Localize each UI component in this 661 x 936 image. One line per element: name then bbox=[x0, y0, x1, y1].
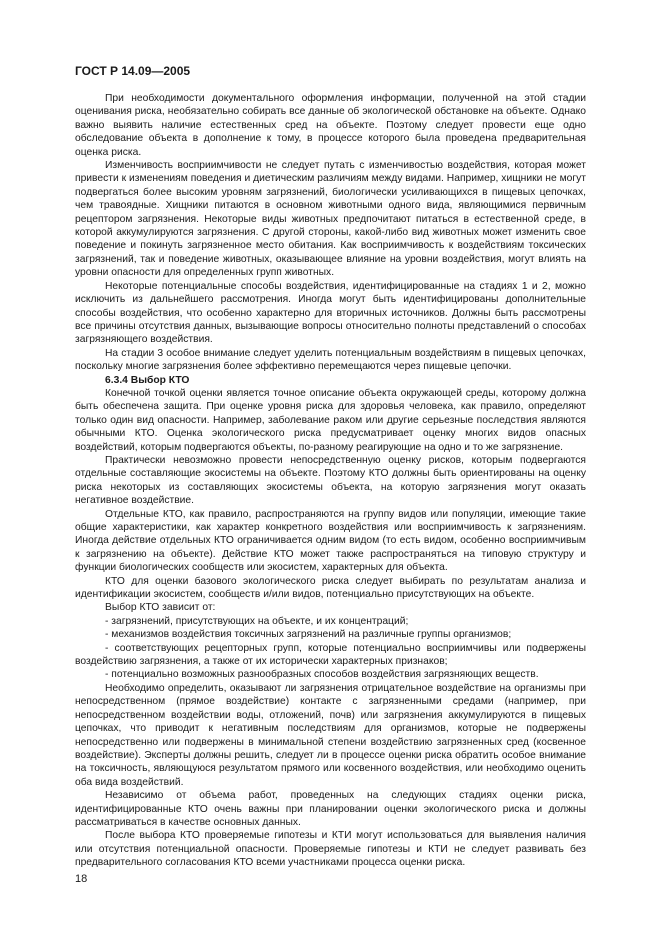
section-heading: 6.3.4 Выбор КТО bbox=[105, 374, 190, 386]
paragraph: Независимо от объема работ, проведенных на следующих стадиях оценки риска, идентифицированные КТО очень важны при планировании оценки экологического риска и должны рассматриваться в качестве основных данных. bbox=[75, 790, 586, 828]
paragraph: Некоторые потенциальные способы воздействия, идентифицированные на стадиях 1 и 2, можно исключить из дальнейшего рассмотрения. Иногда могут быть идентифицированы дополнительные способы воздействия, что особенно характерно для вторичных источников. Должны быть рассмотрены все причины отсутствия данных, вызывающие вопросы относительно полноты представлений о способах загрязняющего воздействия. bbox=[75, 280, 586, 346]
page-number: 18 bbox=[75, 873, 88, 885]
paragraph: КТО для оценки базового экологического риска следует выбирать по результатам анализа и идентификации экосистем, сообществ и/или видов, потенциально присутствующих на объекте. bbox=[75, 575, 586, 601]
document-header: ГОСТ Р 14.09—2005 bbox=[75, 64, 191, 78]
list-item: - потенциально возможных разнообразных способов воздействия загрязняющих веществ. bbox=[105, 669, 539, 681]
list-item: - механизмов воздействия токсичных загрязнений на различные группы организмов; bbox=[105, 629, 512, 641]
paragraph: Необходимо определить, оказывают ли загрязнения отрицательное воздействие на организмы при непосредственном (прямое воздействие) контакте с загрязненными средами (например, при непосредственном воздействии воды, отложений, почв) или загрязнения аккумулируются в пищевых цепочках, что приводит к негативным последствиям для организмов, которые не подвержены непосредственно или подвержены в минимальной степени воздействию загрязненных сред (косвенное воздействие). Эксперты должны решить, следует ли в процессе оценки риска обратить особое внимание на токсичность, являющуюся результатом прямого или косвенного воздействия, или необходимо оценить оба вида воздействий. bbox=[75, 682, 586, 788]
paragraph: При необходимости документального оформления информации, полученной на этой стадии оценивания риска, необязательно собирать все данные об экологической обстановке на объекте. Однако важно выявить наличие естественных сред на объекте. Поэтому следует провести еще одно обследование объекта в дополнение к тому, в процессе которого была проведена предварительная оценка риска. bbox=[75, 93, 586, 158]
paragraph: Выбор КТО зависит от: bbox=[105, 602, 216, 614]
paragraph: Конечной точкой оценки является точное описание объекта окружающей среды, которому должна быть обеспечена защита. При оценке уровня риска для здоровья человека, как правило, определяют только один вид опасности. Например, заболевание раком или другие серьезные последствия являются обычными КТО. Оценка экологического риска предусматривает оценку многих видов опасных воздействий, которым подвергаются объекты, по-разному реагирующие на одно и то же загрязнение. bbox=[75, 387, 586, 453]
paragraph: После выбора КТО проверяемые гипотезы и КТИ могут использоваться для выявления наличия или отсутствия потенциальной опасности. Проверяемые гипотезы и КТИ не следует развивать без предварительного согласования КТО всеми участниками процесса оценки риска. bbox=[75, 830, 586, 869]
page-body bbox=[75, 92, 586, 870]
paragraph: На стадии 3 особое внимание следует уделить потенциальным воздействиям в пищевых цепочках, поскольку многие загрязнения более эффективно перемещаются через пищевые цепочки. bbox=[75, 347, 586, 373]
list-item: - соответствующих рецепторных групп, которые потенциально восприимчивы или подвержены воздействию загрязнения, а также от их исторически характерных признаков; bbox=[75, 642, 586, 668]
paragraph: Отдельные КТО, как правило, распространяются на группу видов или популяции, имеющие такие общие характеристики, как характер конкретного воздействия или восприимчивость к загрязнениям. Иногда действие отдельных КТО ограничивается одним видом (то есть видом, особенно восприимчивым к загрязнению на объекте). Действие КТО может также распространяться на типовую структуру и функции биологических сообществ или экосистем, характерных для объекта. bbox=[75, 508, 586, 574]
paragraph: Практически невозможно провести непосредственную оценку рисков, которым подвергаются отдельные составляющие экосистемы на объекте. Поэтому КТО должны быть ориентированы на оценку риска некоторых из составляющих экосистемы объекта, на которую загрязнения могут оказать негативное воздействие. bbox=[75, 454, 586, 507]
list-item: - загрязнений, присутствующих на объекте, и их концентраций; bbox=[105, 615, 409, 627]
paragraph: Изменчивость восприимчивости не следует путать с изменчивостью воздействия, которая может привести к изменениям поведения и диетическим различиям между видами. Например, хищники не могут подвергаться более высоким уровням загрязнений, биологически усиливающихся в пищевых цепочках, чем травоядные. Хищники питаются в основном животными одного вида, являющимися первичным рецептором загрязнения. Некоторые виды животных предпочитают питаться в естественной среде, в которой аккумулируются загрязнения. С другой стороны, какой-либо вид животных может изменить свое поведение и покинуть загрязненное место обитания. Как восприимчивость к воздействиям токсических загрязнений, так и поведение животных, оказывающее влияние на уровни воздействия, могут влиять на уровни опасности для определенных групп животных. bbox=[75, 160, 586, 279]
